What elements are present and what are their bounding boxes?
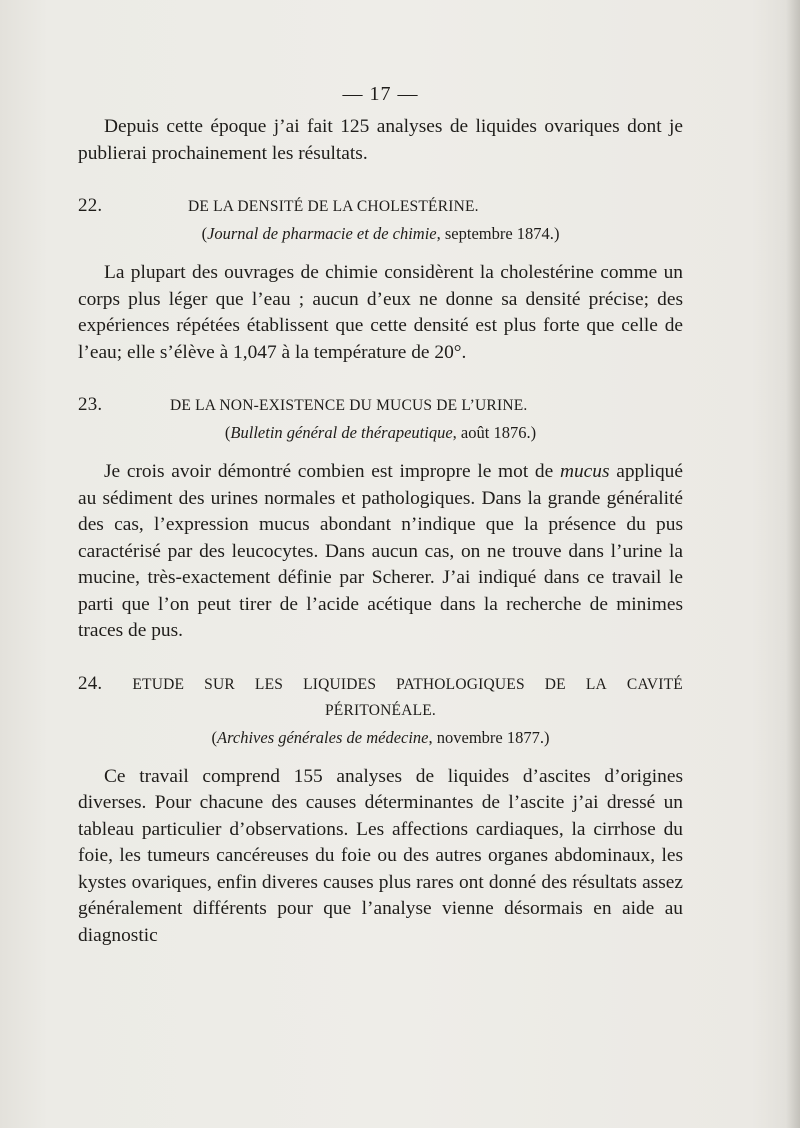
- section-22-heading: [78, 193, 683, 220]
- section-22-source-title: Journal de pharmacie et de chimie: [207, 224, 437, 243]
- section-23-source-date: , août 1876.: [452, 423, 531, 442]
- section-22-title: DE LA DENSITÉ DE LA CHOLESTÉRINE.: [188, 198, 479, 215]
- section-24-title-line2: PÉRITONÉALE.: [324, 701, 437, 719]
- section-23-source-title: Bulletin général de thérapeutique: [230, 423, 453, 442]
- section-24-title-word: PATHOLOGIQUES: [396, 675, 525, 693]
- section-24-number: 24.: [78, 672, 103, 694]
- intro-paragraph: Depuis cette époque j’ai fait 125 analyses de liquides ovariques dont je publierai prochainement les résultats.: [78, 116, 683, 164]
- section-24-title-word: LES: [254, 675, 284, 693]
- section-23-title: DE LA NON-EXISTENCE DU MUCUS DE L’URINE.: [170, 397, 528, 414]
- section-22-number: 22.: [78, 195, 103, 216]
- section-24-title-line1: [78, 671, 683, 698]
- section-22-source-date: , septembre 1874.: [436, 224, 554, 243]
- section-23-heading: [78, 392, 683, 419]
- section-23-paragraph: [78, 459, 683, 645]
- section-24-title-word: LA: [585, 675, 607, 693]
- section-23-paragraph-emphasis: mucus: [559, 461, 610, 482]
- page-content: [78, 80, 683, 949]
- section-24-title-word: ETUDE: [132, 675, 185, 693]
- section-23-paragraph-part2: appliqué au sédiment des urines normales et pathologiques. Dans la grande généralité des cas, l’expression mucus abondant n’indique que la présence du pus caractérisé par des leucocytes. Dans aucun cas, on ne trouve dans l’urine la mucine, très-exactement définie par Scherer. J’ai indiqué dans ce travail le parti que l’on peut tirer de l’acide acétique dans la recherche de minimes traces de pus.: [78, 461, 683, 641]
- section-23-source: (Bulletin général de thérapeutique, août 1876.): [224, 423, 537, 442]
- section-24-title-word: SUR: [204, 675, 235, 693]
- page-edge-shadow: [786, 0, 800, 1128]
- section-23-number: 23.: [78, 394, 103, 415]
- section-24-title-word: LIQUIDES: [303, 675, 377, 693]
- page-number: — 17 —: [342, 83, 419, 105]
- section-24-source-title: Archives générales de médecine: [217, 727, 429, 747]
- section-24-paragraph: Ce travail comprend 155 analyses de liquides d’ascites d’origines diverses. Pour chacune des causes déterminantes de l’ascite j’ai dressé un tableau particulier d’observations. Les affections cardiaques, la cirrhose du foie, les tumeurs cancéreuses du foie ou des autres organes abdominaux, les kystes ovariques, enfin diveres causes plus rares ont donné des résultats assez généralement différents pour que l’analyse vienne désormais en aide au diagnostic: [78, 765, 683, 946]
- section-24-source: (Archives générales de médecine, novembre 1877.): [211, 727, 550, 747]
- section-24-heading: [78, 671, 683, 724]
- section-24-source-date: , novembre 1877.: [428, 727, 544, 747]
- section-23-paragraph-part1: Je crois avoir démontré combien est impropre le mot de: [104, 461, 560, 482]
- section-22-source: (Journal de pharmacie et de chimie, septembre 1874.): [201, 224, 560, 243]
- section-24-title-word: CAVITÉ: [626, 675, 683, 693]
- section-24-title-word: DE: [544, 675, 566, 693]
- section-22-paragraph: La plupart des ouvrages de chimie considèrent la cholestérine comme un corps plus léger que l’eau ; aucun d’eux ne donne sa densité précise; des expériences répétées établissent que cette densité est plus forte que celle de l’eau; elle s’élève à 1,047 à la température de 20°.: [78, 262, 683, 363]
